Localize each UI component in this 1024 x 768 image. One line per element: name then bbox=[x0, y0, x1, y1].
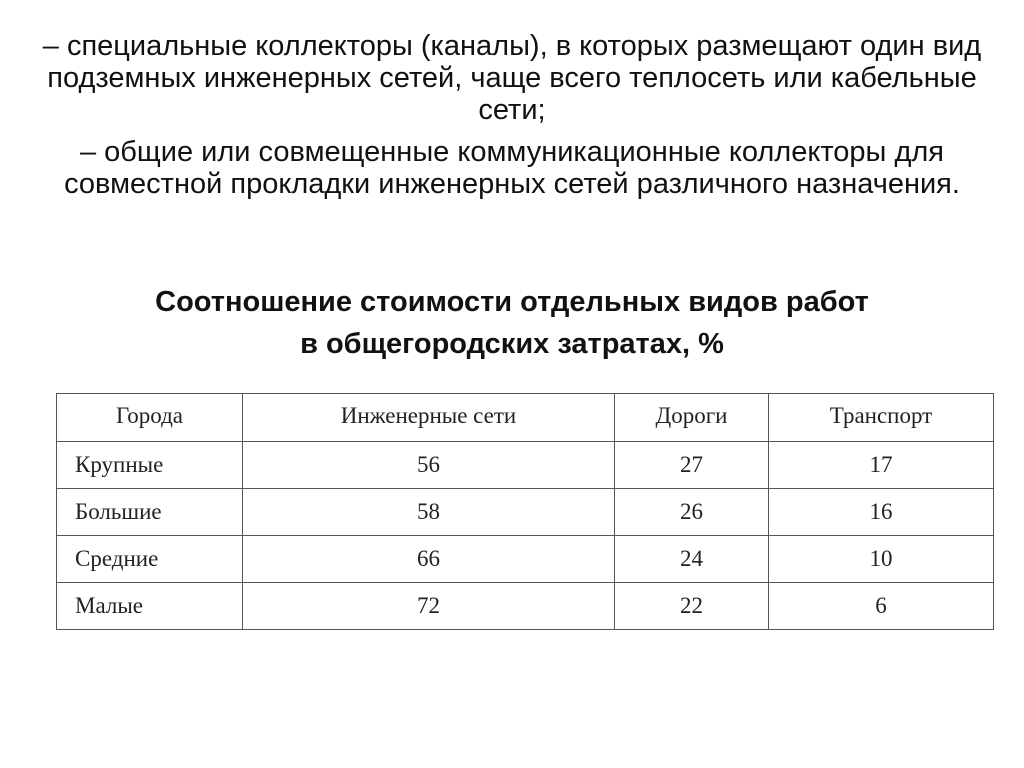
city-name: Средние bbox=[57, 536, 243, 583]
paragraph-common-collectors: – общие или совмещенные коммуникационные коллекторы для совместной прокладки инженерных сетей различного назначения. bbox=[64, 136, 960, 200]
table-title-line-1: Соотношение стоимости отдельных видов работ bbox=[155, 286, 869, 318]
city-name: Большие bbox=[57, 489, 243, 536]
roads-value: 26 bbox=[615, 489, 769, 536]
transport-value: 10 bbox=[769, 536, 994, 583]
table-title bbox=[20, 281, 1004, 365]
city-name: Крупные bbox=[57, 442, 243, 489]
table-row bbox=[57, 583, 994, 630]
roads-value: 24 bbox=[615, 536, 769, 583]
engineering-networks-value: 66 bbox=[243, 536, 615, 583]
paragraph-special-collectors: – специальные коллекторы (каналы), в которых размещают один вид подземных инженерных сетей, чаще всего теплосеть или кабельные сети; bbox=[42, 30, 982, 126]
transport-value: 6 bbox=[769, 583, 994, 630]
table-title-line-2: в общегородских затратах, % bbox=[300, 328, 724, 360]
roads-value: 27 bbox=[615, 442, 769, 489]
table-row bbox=[57, 442, 994, 489]
engineering-networks-value: 72 bbox=[243, 583, 615, 630]
transport-value: 16 bbox=[769, 489, 994, 536]
transport-value: 17 bbox=[769, 442, 994, 489]
roads-value: 22 bbox=[615, 583, 769, 630]
header-cities: Города bbox=[57, 394, 243, 442]
cost-ratio-table bbox=[56, 393, 994, 630]
city-name: Малые bbox=[57, 583, 243, 630]
header-roads: Дороги bbox=[615, 394, 769, 442]
table-row bbox=[57, 536, 994, 583]
header-transport: Транспорт bbox=[769, 394, 994, 442]
engineering-networks-value: 58 bbox=[243, 489, 615, 536]
engineering-networks-value: 56 bbox=[243, 442, 615, 489]
table-row bbox=[57, 489, 994, 536]
header-engineering-networks: Инженерные сети bbox=[243, 394, 615, 442]
table-header-row bbox=[57, 394, 994, 442]
